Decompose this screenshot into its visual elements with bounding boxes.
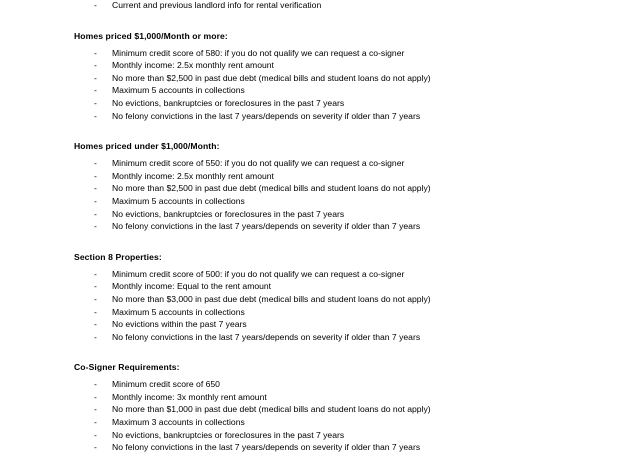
bullet-marker: - — [94, 281, 97, 292]
list-item — [74, 110, 606, 123]
section-co-signer-requirements — [74, 361, 606, 454]
bullet-marker: - — [94, 293, 97, 304]
bullet-text: Maximum 5 accounts in collections — [112, 306, 245, 317]
list-item — [74, 268, 606, 281]
list-item — [74, 441, 606, 454]
bullet-marker: - — [94, 391, 97, 402]
list-item — [74, 378, 606, 391]
list-item — [74, 208, 606, 221]
bullet-text: No evictions, bankruptcies or foreclosures in the past 7 years — [112, 429, 345, 440]
bullet-text: No evictions within the past 7 years — [112, 319, 247, 330]
list-item — [74, 318, 606, 331]
bullet-marker: - — [94, 404, 97, 415]
bullet-text: Minimum credit score of 500: if you do not qualify we can request a co-signer — [112, 268, 405, 279]
bullet-text: No more than $2,500 in past due debt (medical bills and student loans do not apply) — [112, 183, 431, 194]
list-item — [74, 293, 606, 306]
bullet-text: Monthly income: 3x monthly rent amount — [112, 391, 267, 402]
bullet-text: No felony convictions in the last 7 years/depends on severity if older than 7 years — [112, 331, 421, 342]
bullet-marker: - — [94, 195, 97, 206]
list-item — [74, 84, 606, 97]
list-item — [74, 59, 606, 72]
spacer — [74, 12, 606, 30]
list-item — [74, 195, 606, 208]
bullet-text: Monthly income: Equal to the rent amount — [112, 281, 272, 292]
bullet-text: No more than $2,500 in past due debt (medical bills and student loans do not apply) — [112, 72, 431, 83]
bullet-marker: - — [94, 183, 97, 194]
section-heading: Homes priced under $1,000/Month: — [74, 141, 220, 152]
bullet-marker: - — [94, 379, 97, 390]
bullet-marker: - — [94, 0, 97, 10]
bullet-marker: - — [94, 158, 97, 169]
bullet-marker: - — [94, 319, 97, 330]
bullet-marker: - — [94, 47, 97, 58]
bullet-text: No felony convictions in the last 7 years/depends on severity if older than 7 years — [112, 442, 421, 453]
section-homes-under-1000 — [74, 140, 606, 233]
bullet-marker: - — [94, 170, 97, 181]
bullet-marker: - — [94, 208, 97, 219]
bullet-text: Current and previous landlord info for rental verification — [112, 0, 322, 10]
bullet-marker: - — [94, 72, 97, 83]
list-item — [74, 72, 606, 85]
bullet-marker: - — [94, 429, 97, 440]
bullet-marker: - — [94, 417, 97, 428]
list-item — [74, 306, 606, 319]
bullet-text: Maximum 5 accounts in collections — [112, 85, 245, 96]
bullet-marker: - — [94, 97, 97, 108]
section-bullet-list — [74, 378, 606, 454]
bullet-text: No more than $1,000 in past due debt (medical bills and student loans do not apply) — [112, 404, 431, 415]
bullet-marker: - — [94, 331, 97, 342]
list-item — [74, 97, 606, 110]
bullet-text: No evictions, bankruptcies or foreclosures in the past 7 years — [112, 208, 345, 219]
section-section-8-properties — [74, 251, 606, 344]
spacer — [74, 233, 606, 251]
section-bullet-list — [74, 47, 606, 123]
list-item — [74, 391, 606, 404]
bullet-text: Monthly income: 2.5x monthly rent amount — [112, 170, 274, 181]
section-homes-1000-or-more — [74, 30, 606, 123]
bullet-text: No more than $3,000 in past due debt (medical bills and student loans do not apply) — [112, 293, 431, 304]
spacer — [74, 343, 606, 361]
section-heading: Section 8 Properties: — [74, 251, 162, 262]
list-item — [74, 331, 606, 344]
list-item — [74, 280, 606, 293]
section-heading: Homes priced $1,000/Month or more: — [74, 30, 228, 41]
list-item — [74, 416, 606, 429]
section-bullet-list — [74, 268, 606, 344]
list-item — [74, 170, 606, 183]
list-item — [74, 220, 606, 233]
bullet-text: Minimum credit score of 550: if you do not qualify we can request a co-signer — [112, 158, 405, 169]
bullet-text: Maximum 5 accounts in collections — [112, 195, 245, 206]
list-item — [74, 157, 606, 170]
bullet-text: No felony convictions in the last 7 years/depends on severity if older than 7 years — [112, 110, 421, 121]
bullet-marker: - — [94, 306, 97, 317]
bullet-text: No evictions, bankruptcies or foreclosures in the past 7 years — [112, 97, 345, 108]
bullet-text: Minimum credit score of 650 — [112, 379, 220, 390]
bullet-text: Maximum 3 accounts in collections — [112, 417, 245, 428]
bullet-text: Minimum credit score of 580: if you do not qualify we can request a co-signer — [112, 47, 405, 58]
list-item — [74, 47, 606, 60]
bullet-marker: - — [94, 221, 97, 232]
orphan-bullet-line — [74, 0, 606, 12]
bullet-marker: - — [94, 110, 97, 121]
bullet-text: No felony convictions in the last 7 years/depends on severity if older than 7 years — [112, 221, 421, 232]
list-item — [74, 182, 606, 195]
section-heading: Co-Signer Requirements: — [74, 362, 180, 373]
bullet-marker: - — [94, 60, 97, 71]
bullet-marker: - — [94, 268, 97, 279]
bullet-marker: - — [94, 442, 97, 453]
spacer — [74, 122, 606, 140]
list-item — [74, 403, 606, 416]
bullet-text: Monthly income: 2.5x monthly rent amount — [112, 60, 274, 71]
bullet-marker: - — [94, 85, 97, 96]
list-item — [74, 429, 606, 442]
section-bullet-list — [74, 157, 606, 233]
